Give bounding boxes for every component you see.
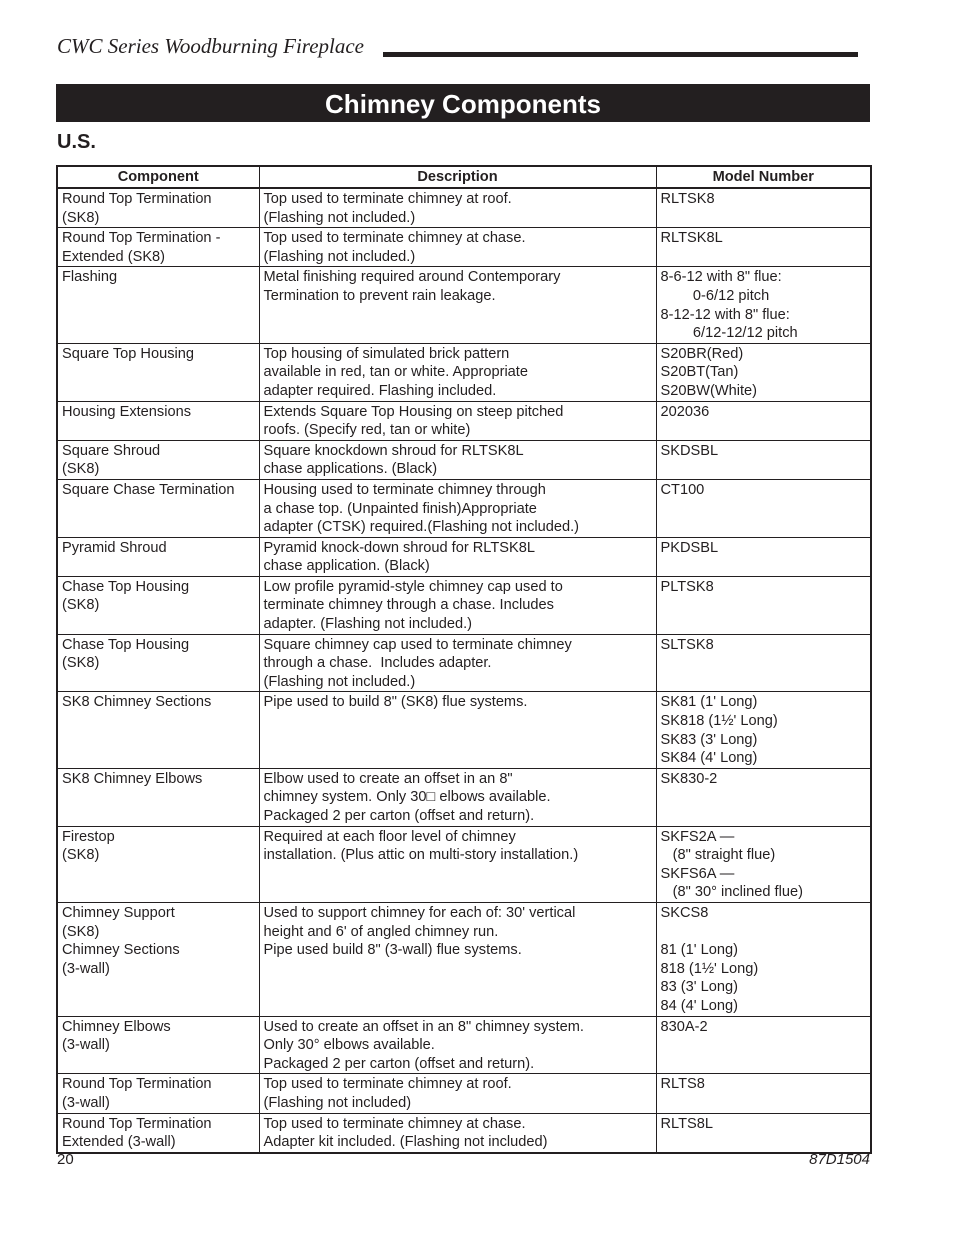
- model-number-cell: [656, 401, 871, 440]
- component-cell-line: Chase Top Housing: [62, 578, 190, 595]
- description-cell-line: Packaged 2 per carton (offset and return).: [263, 1055, 535, 1072]
- table-row: [57, 228, 871, 267]
- table-row: [57, 692, 871, 768]
- column-header-model-number: Model Number: [656, 166, 871, 188]
- description-cell: [259, 634, 656, 692]
- model-number-cell: [656, 479, 871, 537]
- component-cell-line: (3-wall): [62, 960, 110, 977]
- description-cell-line: Used to create an offset in an 8" chimney system.: [263, 1018, 584, 1035]
- component-cell-line: Extended (SK8): [62, 248, 166, 265]
- model-number-cell: [656, 1113, 871, 1153]
- component-cell-line: Square Top Housing: [62, 345, 194, 362]
- description-cell-line: Square knockdown shroud for RLTSK8L: [263, 442, 524, 459]
- description-cell-line: Packaged 2 per carton (offset and return).: [263, 808, 535, 824]
- component-cell: [57, 902, 259, 1016]
- model-number-cell-line: S20BR(Red): [660, 345, 744, 362]
- description-cell: [259, 267, 656, 343]
- model-number-cell-line: 0-6/12 pitch: [660, 287, 770, 304]
- document-number: 87D1504: [809, 1151, 870, 1168]
- description-cell-line: Low profile pyramid-style chimney cap used to: [263, 578, 563, 595]
- table-row: [57, 902, 871, 1016]
- model-number-cell-line: PLTSK8: [660, 578, 714, 595]
- description-cell-line: Top used to terminate chimney at chase.: [263, 1115, 526, 1132]
- page-number: 20: [57, 1151, 74, 1168]
- description-cell-line: Top used to terminate chimney at roof.: [263, 1076, 512, 1093]
- description-cell-line: Top housing of simulated brick pattern: [263, 345, 510, 362]
- model-number-cell-line: SK83 (3' Long): [660, 731, 758, 748]
- component-cell-line: Chimney Support: [62, 904, 175, 921]
- chimney-components-table: [56, 165, 872, 1154]
- component-cell-line: (SK8): [62, 209, 100, 226]
- description-cell-line: roofs. (Specify red, tan or white): [263, 422, 471, 439]
- model-number-cell-line: 8-12-12 with 8" flue:: [660, 306, 790, 323]
- description-cell-line: Used to support chimney for each of: 30' vertical: [263, 904, 576, 921]
- description-cell-line: (Flashing not included.): [263, 209, 416, 226]
- component-cell-line: Firestop: [62, 828, 115, 845]
- description-cell-line: through a chase. Includes adapter.: [263, 655, 492, 672]
- description-cell-line: Top used to terminate chimney at roof.: [263, 191, 512, 207]
- description-cell: [259, 479, 656, 537]
- description-cell: [259, 228, 656, 267]
- description-cell: [259, 401, 656, 440]
- model-number-cell-line: SLTSK8: [660, 636, 714, 653]
- model-number-cell: [656, 902, 871, 1016]
- description-cell-line: a chase top. (Unpainted finish)Appropriate: [263, 500, 537, 517]
- component-cell-line: Flashing: [62, 269, 118, 286]
- description-cell-line: chimney system. Only 30□ elbows available.: [263, 789, 551, 806]
- table-row: [57, 1074, 871, 1113]
- description-cell-line: Extends Square Top Housing on steep pitched: [263, 403, 564, 420]
- description-cell-line: Required at each floor level of chimney: [263, 828, 516, 845]
- table-row: [57, 1113, 871, 1153]
- table-body: [57, 188, 871, 1153]
- model-number-cell-line: PKDSBL: [660, 539, 719, 556]
- model-number-cell: [656, 267, 871, 343]
- model-number-cell-line: (8" straight flue): [660, 847, 776, 864]
- model-number-cell-line: RLTSK8: [660, 191, 715, 207]
- component-cell-line: Chimney Sections: [62, 942, 180, 959]
- column-header-component: Component: [57, 166, 259, 188]
- description-cell-line: adapter (CTSK) required.(Flashing not included.): [263, 519, 580, 536]
- description-cell: [259, 1016, 656, 1074]
- table-row: [57, 479, 871, 537]
- table-row: [57, 401, 871, 440]
- model-number-cell-line: 8-6-12 with 8" flue:: [660, 269, 782, 286]
- component-cell: [57, 692, 259, 768]
- component-cell-line: (SK8): [62, 923, 100, 940]
- model-number-cell-line: SK81 (1' Long): [660, 694, 758, 711]
- description-cell: [259, 768, 656, 826]
- component-cell-line: Chimney Elbows: [62, 1018, 171, 1035]
- component-cell-line: Round Top Termination: [62, 191, 212, 207]
- description-cell-line: height and 6' of angled chimney run.: [263, 923, 499, 940]
- component-cell: [57, 440, 259, 479]
- table-row: [57, 768, 871, 826]
- description-cell-line: Pipe used build 8" (3-wall) flue systems.: [263, 942, 522, 959]
- model-number-cell-line: 83 (3' Long): [660, 979, 738, 996]
- description-cell-line: chase application. (Black): [263, 558, 430, 575]
- description-cell-line: adapter required. Flashing included.: [263, 382, 497, 399]
- description-cell-line: available in red, tan or white. Appropriate: [263, 364, 528, 381]
- table-header-row: [57, 166, 871, 188]
- component-cell-line: (SK8): [62, 655, 100, 672]
- model-number-cell-line: SKFS2A —: [660, 828, 735, 845]
- component-cell-line: SK8 Chimney Elbows: [62, 770, 203, 787]
- description-cell-line: Adapter kit included. (Flashing not included): [263, 1134, 548, 1151]
- component-cell-line: Round Top Termination: [62, 1115, 212, 1132]
- component-cell: [57, 267, 259, 343]
- region-heading: U.S.: [57, 131, 96, 153]
- model-number-cell-line: SK830-2: [660, 770, 718, 787]
- model-number-cell-line: SKDSBL: [660, 442, 719, 459]
- description-cell-line: Pyramid knock-down shroud for RLTSK8L: [263, 539, 535, 556]
- description-cell-line: Top used to terminate chimney at chase.: [263, 230, 526, 247]
- model-number-cell-line: RLTS8: [660, 1076, 705, 1093]
- component-cell: [57, 1113, 259, 1153]
- description-cell-line: (Flashing not included): [263, 1094, 412, 1111]
- model-number-cell: [656, 768, 871, 826]
- component-cell: [57, 576, 259, 634]
- description-cell-line: Pipe used to build 8" (SK8) flue systems.: [263, 694, 528, 711]
- column-header-description: Description: [259, 166, 656, 188]
- model-number-cell: [656, 440, 871, 479]
- component-cell: [57, 1074, 259, 1113]
- description-cell-line: Metal finishing required around Contemporary: [263, 269, 561, 286]
- model-number-cell: [656, 692, 871, 768]
- component-cell-line: Housing Extensions: [62, 403, 191, 420]
- component-cell: [57, 188, 259, 228]
- section-title-banner: Chimney Components: [56, 84, 870, 122]
- component-cell: [57, 401, 259, 440]
- component-cell-line: Square Chase Termination: [62, 481, 235, 498]
- model-number-cell-line: SKCS8: [660, 904, 709, 921]
- component-cell-line: (3-wall): [62, 1094, 110, 1111]
- component-cell-line: (SK8): [62, 461, 100, 478]
- model-number-cell: [656, 343, 871, 401]
- model-number-cell-line: CT100: [660, 481, 705, 498]
- model-number-cell-line: 81 (1' Long): [660, 942, 738, 959]
- description-cell: [259, 902, 656, 1016]
- component-cell-line: Extended (3-wall): [62, 1134, 176, 1151]
- component-cell: [57, 634, 259, 692]
- description-cell-line: chase applications. (Black): [263, 461, 438, 478]
- description-cell-line: terminate chimney through a chase. Includes: [263, 597, 554, 614]
- description-cell-line: Termination to prevent rain leakage.: [263, 287, 496, 304]
- table-row: [57, 267, 871, 343]
- component-cell-line: (SK8): [62, 847, 100, 864]
- description-cell: [259, 692, 656, 768]
- model-number-cell-line: RLTSK8L: [660, 230, 723, 247]
- model-number-cell-line: 6/12-12/12 pitch: [660, 325, 798, 342]
- model-number-cell-line: [661, 923, 867, 942]
- component-cell-line: Square Shroud: [62, 442, 161, 459]
- document-header-title: CWC Series Woodburning Fireplace: [57, 34, 365, 58]
- table-row: [57, 440, 871, 479]
- component-cell-line: (SK8): [62, 597, 100, 614]
- model-number-cell-line: S20BT(Tan): [660, 364, 739, 381]
- description-cell: [259, 188, 656, 228]
- description-cell-line: Housing used to terminate chimney through: [263, 481, 546, 498]
- table-row: [57, 188, 871, 228]
- component-cell-line: Pyramid Shroud: [62, 539, 167, 556]
- model-number-cell: [656, 228, 871, 267]
- header-rule: [383, 52, 858, 57]
- description-cell-line: Square chimney cap used to terminate chimney: [263, 636, 572, 653]
- description-cell-line: Only 30° elbows available.: [263, 1037, 435, 1054]
- component-cell: [57, 343, 259, 401]
- description-cell: [259, 1113, 656, 1153]
- description-cell-line: Elbow used to create an offset in an 8": [263, 770, 513, 787]
- model-number-cell-line: 202036: [660, 403, 710, 420]
- component-cell-line: SK8 Chimney Sections: [62, 694, 212, 711]
- component-cell-line: Round Top Termination -: [62, 230, 221, 247]
- model-number-cell: [656, 634, 871, 692]
- description-cell: [259, 1074, 656, 1113]
- component-cell: [57, 826, 259, 902]
- component-cell-line: (3-wall): [62, 1037, 110, 1054]
- component-cell-line: Chase Top Housing: [62, 636, 190, 653]
- component-cell: [57, 537, 259, 576]
- description-cell-line: (Flashing not included.): [263, 673, 416, 690]
- component-cell: [57, 768, 259, 826]
- model-number-cell: [656, 576, 871, 634]
- model-number-cell-line: (8" 30° inclined flue): [660, 884, 803, 901]
- description-cell: [259, 576, 656, 634]
- description-cell-line: installation. (Plus attic on multi-story installation.): [263, 847, 579, 864]
- component-cell: [57, 228, 259, 267]
- table-row: [57, 343, 871, 401]
- model-number-cell-line: S20BW(White): [660, 382, 757, 399]
- description-cell: [259, 826, 656, 902]
- model-number-cell: [656, 826, 871, 902]
- model-number-cell-line: SK84 (4' Long): [660, 750, 758, 767]
- component-cell-line: Round Top Termination: [62, 1076, 212, 1093]
- model-number-cell-line: 84 (4' Long): [660, 997, 738, 1014]
- model-number-cell-line: SK818 (1½' Long): [660, 713, 778, 730]
- model-number-cell-line: SKFS6A —: [660, 865, 735, 882]
- description-cell: [259, 537, 656, 576]
- model-number-cell: [656, 537, 871, 576]
- description-cell: [259, 343, 656, 401]
- component-cell: [57, 479, 259, 537]
- model-number-cell-line: 818 (1½' Long): [660, 960, 759, 977]
- model-number-cell: [656, 188, 871, 228]
- model-number-cell-line: 830A-2: [660, 1018, 708, 1035]
- description-cell: [259, 440, 656, 479]
- component-cell: [57, 1016, 259, 1074]
- table-row: [57, 1016, 871, 1074]
- model-number-cell: [656, 1016, 871, 1074]
- model-number-cell-line: RLTS8L: [660, 1115, 713, 1132]
- table-row: [57, 826, 871, 902]
- table-row: [57, 537, 871, 576]
- description-cell-line: adapter. (Flashing not included.): [263, 616, 472, 633]
- table-row: [57, 634, 871, 692]
- model-number-cell: [656, 1074, 871, 1113]
- table-row: [57, 576, 871, 634]
- description-cell-line: (Flashing not included.): [263, 248, 416, 265]
